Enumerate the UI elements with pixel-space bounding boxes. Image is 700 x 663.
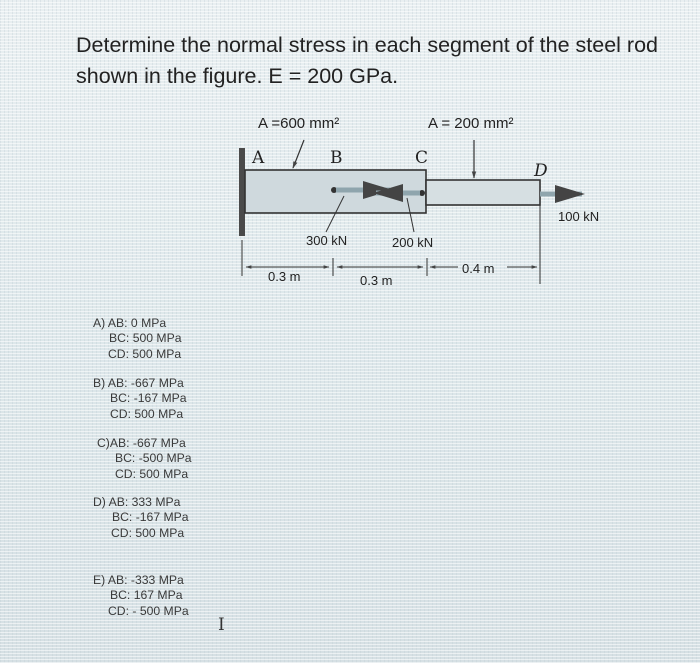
question-line-1: Determine the normal stress in each segment of the steel rod — [76, 33, 658, 57]
area-ab-leader — [293, 140, 304, 168]
option-c-cd: CD: 500 MPa — [115, 466, 189, 481]
option-b-ab: B) AB: -667 MPa — [93, 376, 184, 390]
wall-support — [239, 148, 245, 236]
option-d-cd: CD: 500 MPa — [111, 525, 185, 540]
option-a-bc: BC: 500 MPa — [109, 331, 182, 346]
area-cd-label: A = 200 mm² — [428, 115, 514, 132]
option-b-cd: CD: 500 MPa — [110, 406, 184, 421]
force-b-label: 300 kN — [306, 233, 348, 248]
option-c[interactable] — [97, 436, 192, 482]
option-e[interactable] — [93, 573, 189, 619]
length-bc-label: 0.3 m — [360, 273, 393, 288]
option-d-ab: D) AB: 333 MPa — [93, 495, 181, 509]
text-cursor-icon: I — [218, 615, 225, 635]
option-a-ab: A) AB: 0 MPa — [93, 316, 167, 330]
option-a[interactable] — [93, 316, 181, 362]
option-e-bc: BC: 167 MPa — [110, 588, 183, 603]
option-c-ab: C)AB: -667 MPa — [97, 436, 186, 450]
option-b-bc: BC: -167 MPa — [110, 391, 187, 406]
option-d-bc: BC: -167 MPa — [112, 510, 189, 525]
question-line-2: shown in the figure. E = 200 GPa. — [76, 64, 399, 88]
option-e-ab: E) AB: -333 MPa — [93, 573, 184, 587]
point-d-label: D — [534, 161, 548, 181]
area-ab-label: A =600 mm² — [258, 115, 340, 132]
length-cd-label: 0.4 m — [462, 261, 495, 276]
point-c-label: C — [415, 148, 429, 168]
force-c-label: 200 kN — [392, 235, 434, 250]
force-d-label: 100 kN — [558, 209, 600, 224]
option-e-cd: CD: - 500 MPa — [108, 603, 189, 618]
option-c-bc: BC: -500 MPa — [115, 451, 192, 466]
option-a-cd: CD: 500 MPa — [108, 346, 182, 361]
point-b-label: B — [330, 148, 343, 168]
option-d[interactable] — [93, 495, 189, 541]
option-b[interactable] — [93, 376, 187, 422]
length-ab-label: 0.3 m — [268, 269, 301, 284]
rod-segment-cd — [426, 180, 540, 205]
point-a-label: A — [252, 148, 265, 168]
